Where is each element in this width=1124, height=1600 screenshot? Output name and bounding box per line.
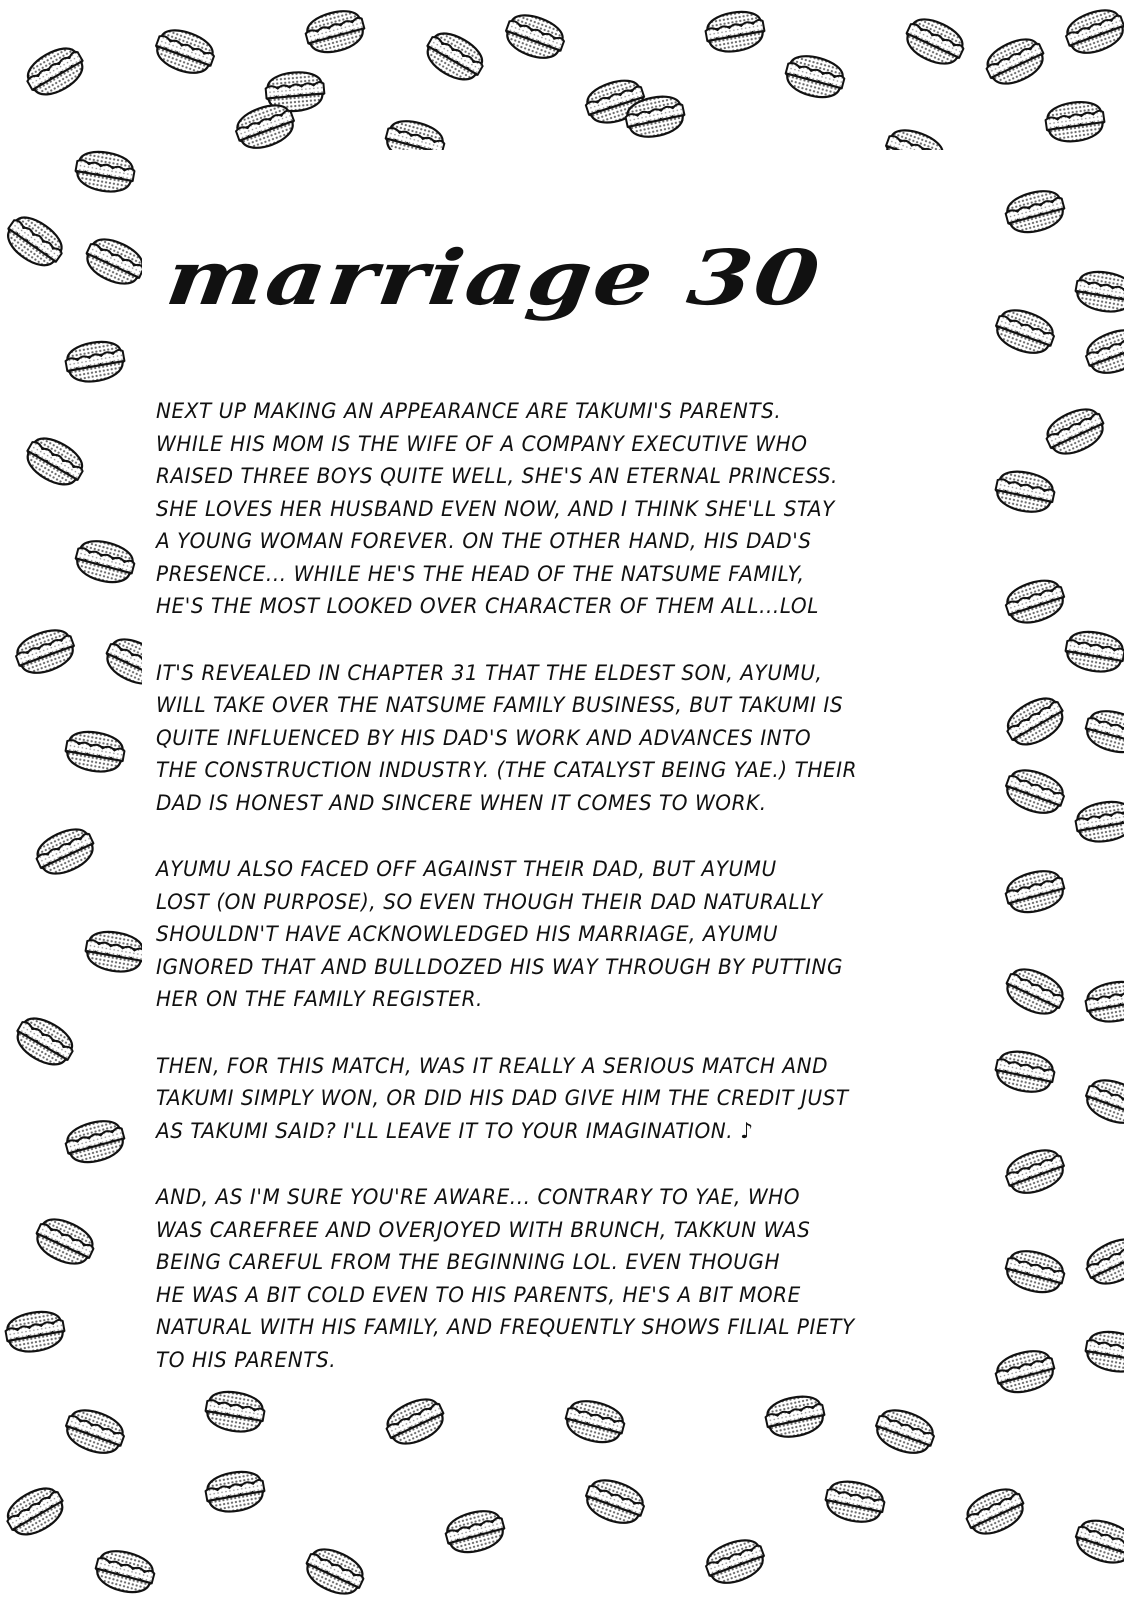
- text-line: DAD IS HONEST AND SINCERE WHEN IT COMES TO WORK.: [156, 790, 767, 816]
- paragraph-5: [156, 1182, 986, 1377]
- macaron-icon: [21, 40, 90, 102]
- page-title: marriage 30: [161, 233, 827, 322]
- text-line: HE'S THE MOST LOOKED OVER CHARACTER OF THEM ALL...LOL: [156, 594, 819, 619]
- macaron-icon: [1063, 628, 1124, 676]
- macaron-icon: [1071, 1514, 1124, 1569]
- macaron-icon: [1002, 186, 1068, 238]
- macaron-icon: [3, 1308, 67, 1356]
- text-line: A YOUNG WOMAN FOREVER. ON THE OTHER HAND, HIS DAD'S: [156, 529, 812, 554]
- afterword-text: [156, 396, 986, 1411]
- text-line: THE CONSTRUCTION INDUSTRY. (THE CATALYST BEING YAE.) THEIR: [156, 758, 858, 783]
- macaron-icon: [30, 1212, 99, 1271]
- macaron-icon: [1081, 324, 1124, 380]
- text-line: RAISED THREE BOYS QUITE WELL, SHE'S AN ETERNAL PRINCESS.: [156, 464, 838, 489]
- macaron-icon: [80, 232, 149, 291]
- text-line: NEXT UP MAKING AN APPEARANCE ARE TAKUMI'S PARENTS.: [156, 399, 782, 424]
- text-line: AS TAKUMI SAID? I'LL LEAVE IT TO YOUR IMAGINATION. ♪: [156, 1118, 754, 1144]
- text-line: PRESENCE... WHILE HE'S THE HEAD OF THE NATSUME FAMILY,: [156, 561, 805, 587]
- macaron-icon: [1041, 402, 1110, 461]
- macaron-icon: [871, 1404, 939, 1460]
- paragraph-2: [156, 658, 986, 821]
- macaron-icon: [703, 8, 767, 56]
- macaron-icon: [1081, 1232, 1124, 1291]
- macaron-icon: [1083, 1328, 1124, 1376]
- macaron-icon: [31, 822, 100, 881]
- macaron-icon: [151, 24, 219, 80]
- macaron-icon: [442, 1506, 508, 1558]
- macaron-icon: [1061, 4, 1124, 60]
- macaron-icon: [501, 9, 569, 65]
- macaron-icon: [1073, 268, 1124, 316]
- text-line: THEN, FOR THIS MATCH, WAS IT REALLY A SERIOUS MATCH AND: [156, 1053, 829, 1079]
- macaron-icon: [701, 1534, 769, 1590]
- macaron-icon: [302, 6, 368, 58]
- text-line: TO HIS PARENTS.: [156, 1347, 337, 1373]
- text-line: WILL TAKE OVER THE NATSUME FAMILY BUSINESS, BUT TAKUMI IS: [156, 693, 844, 718]
- macaron-icon: [992, 1047, 1057, 1097]
- macaron-icon: [203, 1468, 267, 1516]
- macaron-icon: [1073, 798, 1124, 846]
- macaron-icon: [83, 928, 147, 976]
- macaron-icon: [10, 1010, 79, 1072]
- text-line: HE WAS A BIT COLD EVEN TO HIS PARENTS, HE'S A BIT MORE: [156, 1282, 801, 1308]
- text-line: AYUMU ALSO FACED OFF AGAINST THEIR DAD, BUT AYUMU: [156, 857, 777, 882]
- text-line: BEING CAREFUL FROM THE BEGINNING LOL. EVEN THOUGH: [156, 1250, 781, 1275]
- paragraph-4: [156, 1051, 986, 1149]
- text-line: IGNORED THAT AND BULLDOZED HIS WAY THROUGH BY PUTTING: [156, 954, 844, 980]
- text-line: NATURAL WITH HIS FAMILY, AND FREQUENTLY SHOWS FILIAL PIETY: [156, 1315, 855, 1340]
- macaron-icon: [420, 25, 489, 87]
- macaron-icon: [20, 430, 89, 492]
- text-line: IT'S REVEALED IN CHAPTER 31 THAT THE ELDEST SON, AYUMU,: [156, 660, 823, 686]
- macaron-icon: [72, 536, 138, 588]
- text-line: SHOULDN'T HAVE ACKNOWLEDGED HIS MARRIAGE, AYUMU: [156, 922, 779, 947]
- macaron-icon: [1002, 1246, 1068, 1298]
- text-line: WHILE HIS MOM IS THE WIFE OF A COMPANY EXECUTIVE WHO: [156, 431, 808, 457]
- macaron-icon: [1000, 962, 1069, 1021]
- macaron-icon: [1001, 690, 1070, 752]
- macaron-icon: [1, 1480, 70, 1542]
- macaron-icon: [62, 1116, 128, 1168]
- text-line: WAS CAREFREE AND OVERJOYED WITH BRUNCH, TAKKUN WAS: [156, 1217, 811, 1243]
- macaron-icon: [782, 51, 848, 103]
- macaron-icon: [1044, 99, 1107, 145]
- text-line: TAKUMI SIMPLY WON, OR DID HIS DAD GIVE HIM THE CREDIT JUST: [156, 1086, 849, 1111]
- macaron-icon: [1082, 706, 1124, 758]
- macaron-icon: [1002, 866, 1068, 918]
- text-line: HER ON THE FAMILY REGISTER.: [156, 987, 483, 1012]
- macaron-icon: [0, 209, 69, 274]
- text-panel: [142, 150, 982, 1378]
- macaron-icon: [1001, 1144, 1069, 1200]
- macaron-icon: [992, 1346, 1058, 1398]
- macaron-icon: [73, 148, 137, 196]
- macaron-icon: [300, 1542, 369, 1600]
- macaron-icon: [981, 32, 1050, 91]
- macaron-icon: [1083, 978, 1124, 1026]
- macaron-icon: [63, 728, 127, 776]
- macaron-icon: [11, 624, 79, 680]
- macaron-icon: [991, 304, 1059, 360]
- macaron-icon: [900, 12, 969, 71]
- macaron-icon: [1001, 764, 1069, 820]
- text-line: LOST (ON PURPOSE), SO EVEN THOUGH THEIR DAD NATURALLY: [156, 889, 823, 915]
- text-line: SHE LOVES HER HUSBAND EVEN NOW, AND I THINK SHE'LL STAY: [156, 496, 835, 522]
- text-line: AND, AS I'M SURE YOU'RE AWARE... CONTRARY TO YAE, WHO: [156, 1185, 801, 1210]
- macaron-icon: [992, 467, 1057, 517]
- macaron-icon: [61, 1404, 129, 1460]
- macaron-icon: [581, 1474, 649, 1530]
- macaron-icon: [1081, 1074, 1124, 1130]
- macaron-icon: [1002, 574, 1069, 629]
- macaron-icon: [961, 1482, 1030, 1541]
- paragraph-1: [156, 396, 986, 624]
- text-line: QUITE INFLUENCED BY HIS DAD'S WORK AND ADVANCES INTO: [156, 725, 812, 751]
- macaron-icon: [63, 338, 127, 386]
- paragraph-3: [156, 854, 986, 1017]
- macaron-icon: [822, 1477, 887, 1527]
- macaron-icon: [92, 1546, 158, 1598]
